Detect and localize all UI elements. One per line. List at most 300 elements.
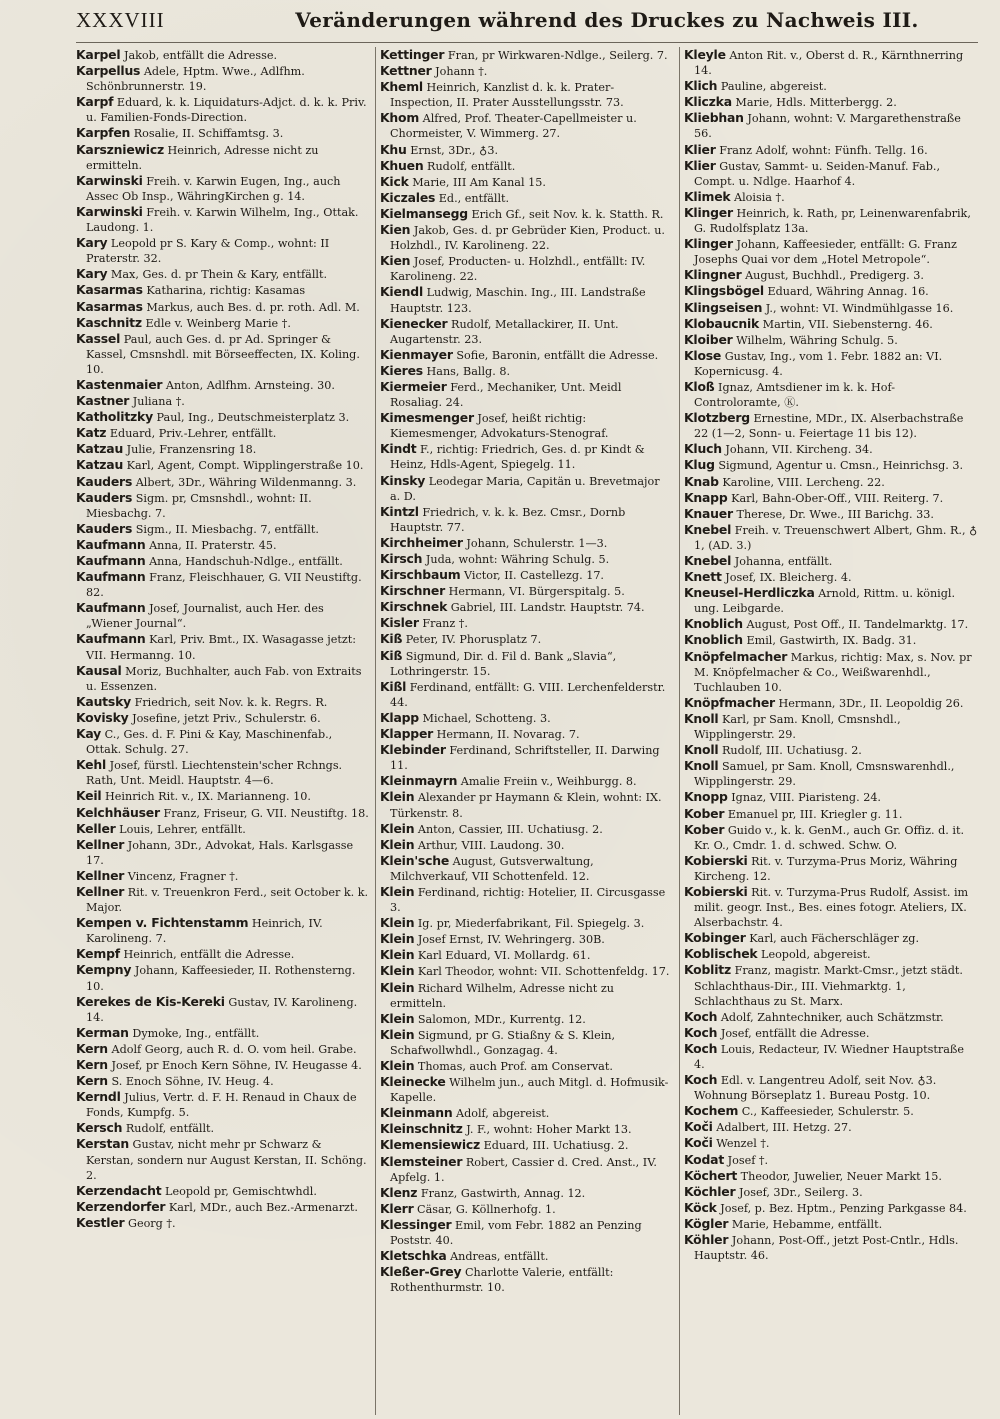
entry-surname: Kern	[76, 1040, 108, 1056]
directory-entry	[76, 266, 369, 282]
entry-details: Sigm., II. Miesbachg. 7, entfällt.	[135, 522, 319, 536]
entry-surname: Klein	[380, 836, 415, 852]
entry-details: Paul, auch Ges. d. pr Ad. Springer & Kassel, Cmsnshdl. mit Börseeffecten, IX. Koling. 10.	[86, 332, 360, 376]
entry-surname: Koch	[684, 1008, 718, 1024]
entry-details: Emanuel pr, III. Kriegler g. 11.	[727, 807, 903, 821]
directory-entry	[76, 569, 369, 600]
entry-surname: Kerekes de Kis-Kereki	[76, 993, 225, 1009]
directory-entry	[380, 599, 673, 615]
directory-entry	[76, 282, 369, 298]
directory-entry	[76, 1089, 369, 1120]
directory-entry	[684, 1103, 978, 1119]
directory-entry	[76, 757, 369, 788]
entry-details: Josef, fürstl. Liechtenstein'scher Rchngs. Rath, Unt. Meidl. Hauptstr. 4—6.	[86, 759, 343, 788]
entry-surname: Knoll	[684, 758, 719, 774]
directory-entry	[684, 205, 978, 236]
entry-surname: Kausal	[76, 662, 122, 678]
entry-surname: Kettinger	[380, 47, 445, 62]
directory-entry	[76, 631, 369, 662]
directory-entry	[76, 299, 369, 315]
entry-surname: Köck	[684, 1199, 717, 1215]
entry-details: Markus, richtig: Max, s. Nov. pr M. Knöpfelmacher & Co., Weißwarenhdl., Tuchlauben 10.	[694, 650, 972, 694]
entry-details: Josefine, jetzt Priv., Schulerstr. 6.	[132, 711, 321, 725]
entry-surname: Kerzendacht	[76, 1182, 162, 1198]
directory-entry	[380, 789, 673, 820]
directory-entry	[76, 915, 369, 946]
directory-entry	[380, 551, 673, 567]
directory-entry	[380, 206, 673, 222]
entry-details: Heinrich, Adresse nicht zu ermitteln.	[86, 143, 319, 172]
directory-entry	[76, 663, 369, 694]
directory-entry	[684, 441, 978, 457]
entry-surname: Klein	[380, 1026, 415, 1042]
directory-entry	[380, 174, 673, 190]
entry-details: Katharina, richtig: Kasamas	[146, 284, 306, 298]
entry-details: Franz, Gastwirth, Annag. 12.	[420, 1186, 586, 1200]
entry-surname: Kaufmann	[76, 553, 146, 568]
entry-details: Ferdinand, entfällt: G. VIII. Lerchenfelderstr. 44.	[390, 680, 666, 709]
directory-entry	[76, 393, 369, 409]
entry-surname: Knöpfmacher	[684, 694, 775, 710]
entry-surname: Katzau	[76, 457, 124, 473]
entry-details: Adolf Georg, auch R. d. O. vom heil. Grabe.	[111, 1042, 357, 1056]
entry-details: Gustav, Ing., vom 1. Febr. 1882 an: VI. Kopernicusg. 4.	[694, 349, 943, 378]
entry-surname: Kasarmas	[76, 298, 143, 314]
entry-surname: Knoblich	[684, 632, 743, 648]
entry-surname: Kempny	[76, 962, 132, 978]
directory-entry	[684, 267, 978, 283]
directory-entry	[684, 506, 978, 522]
entry-details: Moriz, Buchhalter, auch Fab. von Extraits u. Essenzen.	[86, 664, 362, 693]
entry-surname: Kary	[76, 235, 108, 251]
entry-details: J., wohnt: VI. Windmühlgasse 16.	[765, 301, 954, 315]
entry-surname: Kloiber	[684, 331, 733, 347]
entry-details: Heinrich, k. Rath, pr, Leinenwarenfabrik, G. Rudolfsplatz 13a.	[694, 206, 971, 236]
entry-surname: Kiendl	[380, 284, 423, 300]
directory-entry	[76, 457, 369, 473]
entry-surname: Kersch	[76, 1120, 123, 1136]
entry-surname: Klemensiewicz	[380, 1137, 481, 1153]
entry-details: Aloisia †.	[734, 190, 785, 204]
entry-surname: Klapp	[380, 709, 419, 725]
entry-details: Gustav, Sammt- u. Seiden-Manuf. Fab., Compt. u. Ndlge. Haarhof 4.	[694, 159, 941, 188]
entry-details: Karl, Agent, Compt. Wipplingerstraße 10.	[126, 459, 364, 473]
entry-details: Franz, Friseur, G. VII. Neustiftg. 18.	[163, 806, 369, 820]
entry-surname: Kary	[76, 266, 108, 282]
directory-entry	[76, 474, 369, 490]
entry-details: Franz, magistr. Markt-Cmsr., jetzt städt. Schlachthaus-Dir., III. Viehmarktg. 1, Schlachthaus zu St. Marx.	[694, 964, 963, 1008]
entry-details: Edl. v. Langentreu Adolf, seit Nov. ♁3. Wohnung Börseplatz 1. Bureau Postg. 10.	[694, 1074, 937, 1103]
entry-details: Gabriel, III. Landstr. Hauptstr. 74.	[450, 601, 645, 615]
entry-surname: Kliczka	[684, 94, 732, 110]
entry-details: Sigmund, Agentur u. Cmsn., Heinrichsg. 3.	[718, 459, 964, 473]
directory-entry	[684, 142, 978, 158]
entry-details: Rit. v. Treuenkron Ferd., seit October k. k. Major.	[86, 885, 369, 915]
entry-surname: Koblischek	[684, 946, 758, 962]
entry-details: Max, Ges. d. pr Thein & Kary, entfällt.	[110, 268, 328, 282]
entry-surname: Karpel	[76, 47, 121, 62]
directory-entry	[380, 284, 673, 315]
directory-entry	[76, 1057, 369, 1073]
entry-surname: Kerstan	[76, 1136, 129, 1152]
entry-surname: Klenz	[380, 1184, 418, 1200]
entry-details: Anton, Cassier, III. Uchatiusg. 2.	[417, 822, 603, 836]
directory-entry	[380, 473, 673, 504]
directory-entry	[380, 222, 673, 253]
entry-details: Erich Gf., seit Nov. k. k. Statth. R.	[471, 207, 664, 221]
entry-surname: Kaufmann	[76, 600, 146, 616]
entry-details: Martin, VII. Siebensterng. 46.	[762, 317, 933, 331]
entry-surname: Klein	[380, 820, 415, 836]
entry-details: Friedrich, v. k. k. Bez. Cmsr., Dornb Hauptstr. 77.	[390, 505, 626, 534]
directory-entry	[76, 884, 369, 915]
entry-details: Johann, Kaffeesieder, II. Rothensterng. 10.	[86, 964, 356, 993]
entry-surname: Klemsteiner	[380, 1153, 463, 1169]
entry-details: Josef, entfällt die Adresse.	[720, 1026, 870, 1040]
entry-surname: Kleßer-Grey	[380, 1264, 462, 1280]
entry-details: Sigmund, Dir. d. Fil d. Bank „Slavia“, Lothringerstr. 15.	[390, 649, 617, 678]
entry-surname: Karwinski	[76, 172, 143, 188]
entry-details: Jakob, entfällt die Adresse.	[123, 49, 278, 62]
entry-surname: Kiß	[380, 631, 403, 647]
entry-surname: Knauer	[684, 505, 733, 521]
entry-surname: Klobaucnik	[684, 315, 760, 331]
directory-entry	[76, 94, 369, 125]
directory-entry	[76, 537, 369, 553]
entry-surname: Knoblich	[684, 616, 743, 632]
entry-surname: Kerndl	[76, 1089, 121, 1105]
entry-surname: Klinger	[684, 236, 733, 252]
entry-surname: Klein	[380, 963, 415, 979]
directory-entry	[380, 535, 673, 551]
directory-entry	[380, 1027, 673, 1058]
entry-details: Louis, Lehrer, entfällt.	[119, 822, 246, 836]
entry-details: Leopold, abgereist.	[761, 948, 871, 962]
entry-surname: Kestler	[76, 1214, 125, 1230]
directory-entry	[380, 1264, 673, 1295]
entry-surname: Kluch	[684, 441, 722, 457]
entry-details: Freih. v. Treuenschwert Albert, Ghm. R., ♁ 1, (AD. 3.)	[694, 523, 978, 552]
directory-entry	[380, 726, 673, 742]
directory-entry	[380, 915, 673, 931]
entry-surname: Kiß	[380, 647, 403, 663]
directory-entry	[380, 110, 673, 141]
entry-columns	[76, 47, 978, 1415]
entry-details: Heinrich, Kanzlist d. k. k. Prater-Inspection, II. Prater Ausstellungsstr. 73.	[390, 81, 624, 110]
directory-entry	[76, 1136, 369, 1182]
entry-details: C., Kaffeesieder, Schulerstr. 5.	[741, 1105, 914, 1119]
entry-surname: Khuen	[380, 157, 424, 173]
directory-entry	[380, 316, 673, 347]
directory-entry	[76, 710, 369, 726]
entry-details: Heinrich Rit. v., IX. Marianneng. 10.	[105, 790, 311, 804]
entry-details: Eduard, Priv.-Lehrer, entfällt.	[109, 427, 277, 441]
directory-entry	[684, 410, 978, 441]
entry-surname: Kick	[380, 173, 409, 189]
entry-details: Edle v. Weinberg Marie †.	[145, 316, 291, 330]
entry-details: Heinrich, IV. Karolineng. 7.	[86, 917, 323, 946]
entry-surname: Klier	[684, 157, 716, 173]
entry-surname: Koči	[684, 1119, 713, 1135]
entry-surname: Katholitzky	[76, 409, 153, 425]
entry-surname: Kleinschnitz	[380, 1121, 463, 1137]
entry-surname: Koblitz	[684, 962, 731, 978]
entry-surname: Kempen v. Fichtenstamm	[76, 915, 249, 931]
directory-entry	[380, 980, 673, 1011]
directory-entry	[684, 47, 978, 78]
directory-entry	[684, 283, 978, 299]
directory-entry	[380, 710, 673, 726]
directory-entry	[380, 773, 673, 789]
directory-entry	[76, 946, 369, 962]
entry-details: Amalie Freiin v., Weihburgg. 8.	[460, 775, 637, 789]
entry-details: August, Post Off., II. Tandelmarktg. 17.	[746, 618, 969, 632]
entry-details: Rudolf, entfällt.	[125, 1122, 215, 1136]
directory-entry	[684, 332, 978, 348]
entry-details: Hermann, 3Dr., II. Leopoldig 26.	[778, 696, 964, 710]
directory-entry	[380, 190, 673, 206]
entry-surname: Kempf	[76, 946, 120, 962]
entry-details: Arnold, Rittm. u. königl. ung. Leibgarde.	[694, 587, 956, 616]
directory-entry	[380, 47, 673, 63]
entry-surname: Kliebhan	[684, 110, 744, 126]
entry-surname: Kauders	[76, 489, 133, 505]
entry-surname: Klein	[380, 1010, 415, 1026]
directory-entry	[684, 1216, 978, 1232]
entry-surname: Klerr	[380, 1200, 414, 1216]
entry-surname: Kletschka	[380, 1248, 447, 1264]
entry-surname: Knopp	[684, 789, 728, 805]
directory-entry	[684, 110, 978, 141]
directory-entry	[684, 1119, 978, 1135]
entry-surname: Khom	[380, 110, 420, 126]
directory-entry	[684, 1184, 978, 1200]
entry-details: Johanna, entfällt.	[734, 555, 833, 568]
directory-entry	[76, 441, 369, 457]
directory-entry	[684, 522, 978, 553]
entry-surname: Kirschner	[380, 583, 446, 599]
entry-details: Josef Ernst, IV. Wehringerg. 30B.	[417, 933, 605, 947]
page-header	[76, 8, 978, 43]
directory-entry	[380, 631, 673, 647]
entry-surname: Klein	[380, 1058, 415, 1073]
directory-entry	[76, 490, 369, 521]
entry-surname: Knett	[684, 569, 722, 585]
directory-entry	[380, 410, 673, 441]
entry-surname: Knebel	[684, 553, 732, 568]
directory-entry	[380, 615, 673, 631]
entry-surname: Kober	[684, 821, 725, 837]
directory-entry	[684, 474, 978, 490]
entry-details: Adolf, abgereist.	[456, 1107, 550, 1121]
entry-surname: Keil	[76, 788, 102, 804]
entry-details: Anna, II. Praterstr. 45.	[149, 538, 277, 552]
entry-details: Josef, Journalist, auch Her. des „Wiener Journal“.	[86, 602, 324, 631]
entry-details: Eduard, k. k. Liquidaturs-Adjct. d. k. k. Priv. u. Familien-Fonds-Direction.	[86, 96, 367, 125]
directory-entry	[76, 173, 369, 204]
directory-entry	[76, 204, 369, 235]
directory-entry	[684, 695, 978, 711]
entry-details: Jakob, Ges. d. pr Gebrüder Kien, Product. u. Holzhdl., IV. Karolineng. 22.	[390, 224, 665, 253]
entry-surname: Klingner	[684, 267, 742, 283]
entry-details: Marie, Hebamme, entfällt.	[731, 1217, 883, 1231]
directory-entry	[380, 583, 673, 599]
entry-surname: Knapp	[684, 489, 728, 505]
entry-details: Sigm. pr, Cmsnshdl., wohnt: II. Miesbachg. 7.	[86, 491, 312, 520]
entry-surname: Kimesmenger	[380, 410, 474, 426]
entry-details: Rosalie, II. Schiffamtsg. 3.	[133, 127, 284, 141]
entry-details: Wilhelm, Währing Schulg. 5.	[736, 333, 898, 347]
entry-details: Ferdinand, Schriftsteller, II. Darwing 11.	[390, 744, 660, 773]
directory-entry	[684, 1200, 978, 1216]
directory-entry	[380, 1074, 673, 1105]
directory-entry	[76, 47, 369, 63]
directory-entry	[380, 441, 673, 472]
entry-surname: Kheml	[380, 79, 423, 95]
directory-entry	[76, 994, 369, 1025]
entry-details: Ferd., Mechaniker, Unt. Meidl Rosaliag. 24.	[390, 380, 622, 410]
directory-entry	[684, 348, 978, 379]
entry-details: Karl Theodor, wohnt: VII. Schottenfeldg. 17.	[417, 965, 670, 979]
entry-details: Vincenz, Fragner †.	[127, 869, 239, 883]
column-middle	[380, 47, 680, 1415]
entry-surname: Kodat	[684, 1151, 725, 1167]
entry-surname: Kirschnek	[380, 599, 448, 615]
directory-entry	[76, 425, 369, 441]
entry-surname: Klessinger	[380, 1216, 452, 1232]
entry-details: Albert, 3Dr., Währing Wildenmanng. 3.	[135, 475, 357, 489]
entry-surname: Kißl	[380, 678, 407, 694]
directory-entry	[76, 142, 369, 173]
directory-entry	[684, 94, 978, 110]
directory-entry	[684, 457, 978, 473]
entry-surname: Kellner	[76, 836, 125, 852]
entry-surname: Kirsch	[380, 551, 423, 566]
entry-surname: Klein	[380, 979, 415, 995]
entry-surname: Kintzl	[380, 503, 419, 519]
directory-entry	[380, 253, 673, 284]
entry-surname: Kerzendorfer	[76, 1198, 166, 1214]
entry-surname: Koči	[684, 1135, 713, 1151]
directory-entry	[684, 1072, 978, 1103]
directory-entry	[76, 805, 369, 821]
entry-surname: Kien	[380, 253, 411, 269]
directory-entry	[380, 379, 673, 410]
entry-details: Freih. v. Karwin Eugen, Ing., auch Assec Ob Insp., WähringKirchen g. 14.	[86, 174, 341, 203]
entry-details: Ferdinand, richtig: Hotelier, II. Circusgasse 3.	[390, 885, 666, 915]
directory-entry	[380, 931, 673, 947]
directory-entry	[76, 63, 369, 94]
entry-details: Eduard, Währing Annag. 16.	[767, 285, 929, 299]
entry-details: F., richtig: Friedrich, Ges. d. pr Kindt & Heinz, Hdls-Agent, Spiegelg. 11.	[390, 443, 645, 472]
entry-details: Markus, auch Bes. d. pr. roth. Adl. M.	[146, 300, 360, 314]
entry-surname: Kehl	[76, 757, 107, 773]
entry-details: Paul, Ing., Deutschmeisterplatz 3.	[156, 411, 350, 425]
entry-details: Juda, wohnt: Währing Schulg. 5.	[425, 553, 610, 566]
entry-details: Hans, Ballg. 8.	[426, 364, 510, 378]
entry-details: Johann, Post-Off., jetzt Post-Cntlr., Hdls. Hauptstr. 46.	[694, 1234, 959, 1263]
directory-entry	[380, 1121, 673, 1137]
directory-entry	[684, 758, 978, 789]
directory-entry	[76, 1120, 369, 1136]
entry-details: Karl, pr Sam. Knoll, Cmsnshdl., Wipplingerstr. 29.	[694, 712, 901, 742]
directory-entry	[684, 490, 978, 506]
directory-entry	[684, 853, 978, 884]
entry-details: Leopold pr S. Kary & Comp., wohnt: II Praterstr. 32.	[86, 237, 330, 266]
entry-surname: Kleinmann	[380, 1105, 453, 1121]
entry-details: Ig. pr, Miederfabrikant, Fil. Spiegelg. 3.	[417, 917, 645, 931]
directory-entry	[684, 569, 978, 585]
entry-details: Ignaz, VIII. Piaristeng. 24.	[731, 791, 881, 805]
directory-entry	[380, 821, 673, 837]
entry-details: Josef, IX. Bleicherg. 4.	[725, 571, 852, 585]
directory-entry	[76, 1183, 369, 1199]
entry-surname: Kielmansegg	[380, 205, 468, 221]
entry-surname: Köchert	[684, 1167, 738, 1183]
entry-details: Karl Eduard, VI. Mollardg. 61.	[417, 949, 591, 963]
page-number: XXXVIII	[76, 8, 165, 32]
entry-surname: Kauders	[76, 520, 133, 536]
entry-details: Friedrich, seit Nov. k. k. Regrs. R.	[134, 695, 328, 709]
directory-entry	[380, 567, 673, 583]
entry-surname: Kleyle	[684, 47, 726, 62]
entry-surname: Kiczales	[380, 189, 436, 205]
directory-entry	[76, 962, 369, 993]
entry-details: Sigmund, pr G. Stiaßny & S. Klein, Schafwollwhdl., Gonzagag. 4.	[390, 1028, 616, 1057]
directory-entry	[76, 821, 369, 837]
entry-details: Peter, IV. Phorusplatz 7.	[405, 633, 542, 647]
directory-entry	[684, 158, 978, 189]
entry-surname: Karwinski	[76, 203, 143, 219]
directory-entry	[684, 553, 978, 569]
directory-entry	[380, 363, 673, 379]
directory-entry	[76, 1215, 369, 1231]
directory-entry	[76, 235, 369, 266]
entry-details: Rit. v. Turzyma-Prus Moriz, Währing Kircheng. 12.	[694, 854, 958, 883]
entry-details: Charlotte Valerie, entfällt: Rothenthurmstr. 10.	[390, 1266, 614, 1295]
entry-surname: Kastenmaier	[76, 376, 163, 392]
directory-entry	[380, 963, 673, 979]
directory-entry	[684, 930, 978, 946]
entry-details: Franz Adolf, wohnt: Fünfh. Tellg. 16.	[719, 143, 928, 157]
entry-surname: Kobierski	[684, 883, 748, 899]
entry-details: Karl, Priv. Bmt., IX. Wasagasse jetzt: VII. Hermanng. 10.	[86, 633, 357, 662]
directory-entry	[380, 1217, 673, 1248]
entry-surname: Kovisky	[76, 709, 129, 725]
entry-surname: Khu	[380, 141, 407, 157]
entry-surname: Kauders	[76, 473, 133, 489]
directory-entry	[684, 649, 978, 695]
entry-surname: Kloß	[684, 378, 715, 394]
directory-entry	[380, 1185, 673, 1201]
entry-details: Josef, Producten- u. Holzhdl., entfällt: IV. Karolineng. 22.	[390, 255, 646, 284]
entry-surname: Kirschbaum	[380, 567, 461, 583]
entry-details: Louis, Redacteur, IV. Wiedner Hauptstraße 4.	[694, 1042, 965, 1071]
entry-surname: Kern	[76, 1073, 108, 1089]
entry-details: Alexander pr Haymann & Klein, wohnt: IX. Türkenstr. 8.	[390, 791, 662, 820]
entry-surname: Köchler	[684, 1183, 736, 1199]
entry-details: Karoline, VIII. Lercheng. 22.	[722, 475, 885, 489]
directory-entry	[684, 742, 978, 758]
entry-details: Julie, Franzensring 18.	[126, 443, 257, 457]
directory-entry	[76, 1025, 369, 1041]
directory-entry	[684, 236, 978, 267]
directory-entry	[684, 1009, 978, 1025]
entry-details: Pauline, abgereist.	[720, 80, 827, 94]
entry-surname: Kienmayer	[380, 346, 453, 362]
entry-details: Ed., entfällt.	[438, 191, 510, 205]
entry-surname: Klingsbögel	[684, 283, 764, 299]
